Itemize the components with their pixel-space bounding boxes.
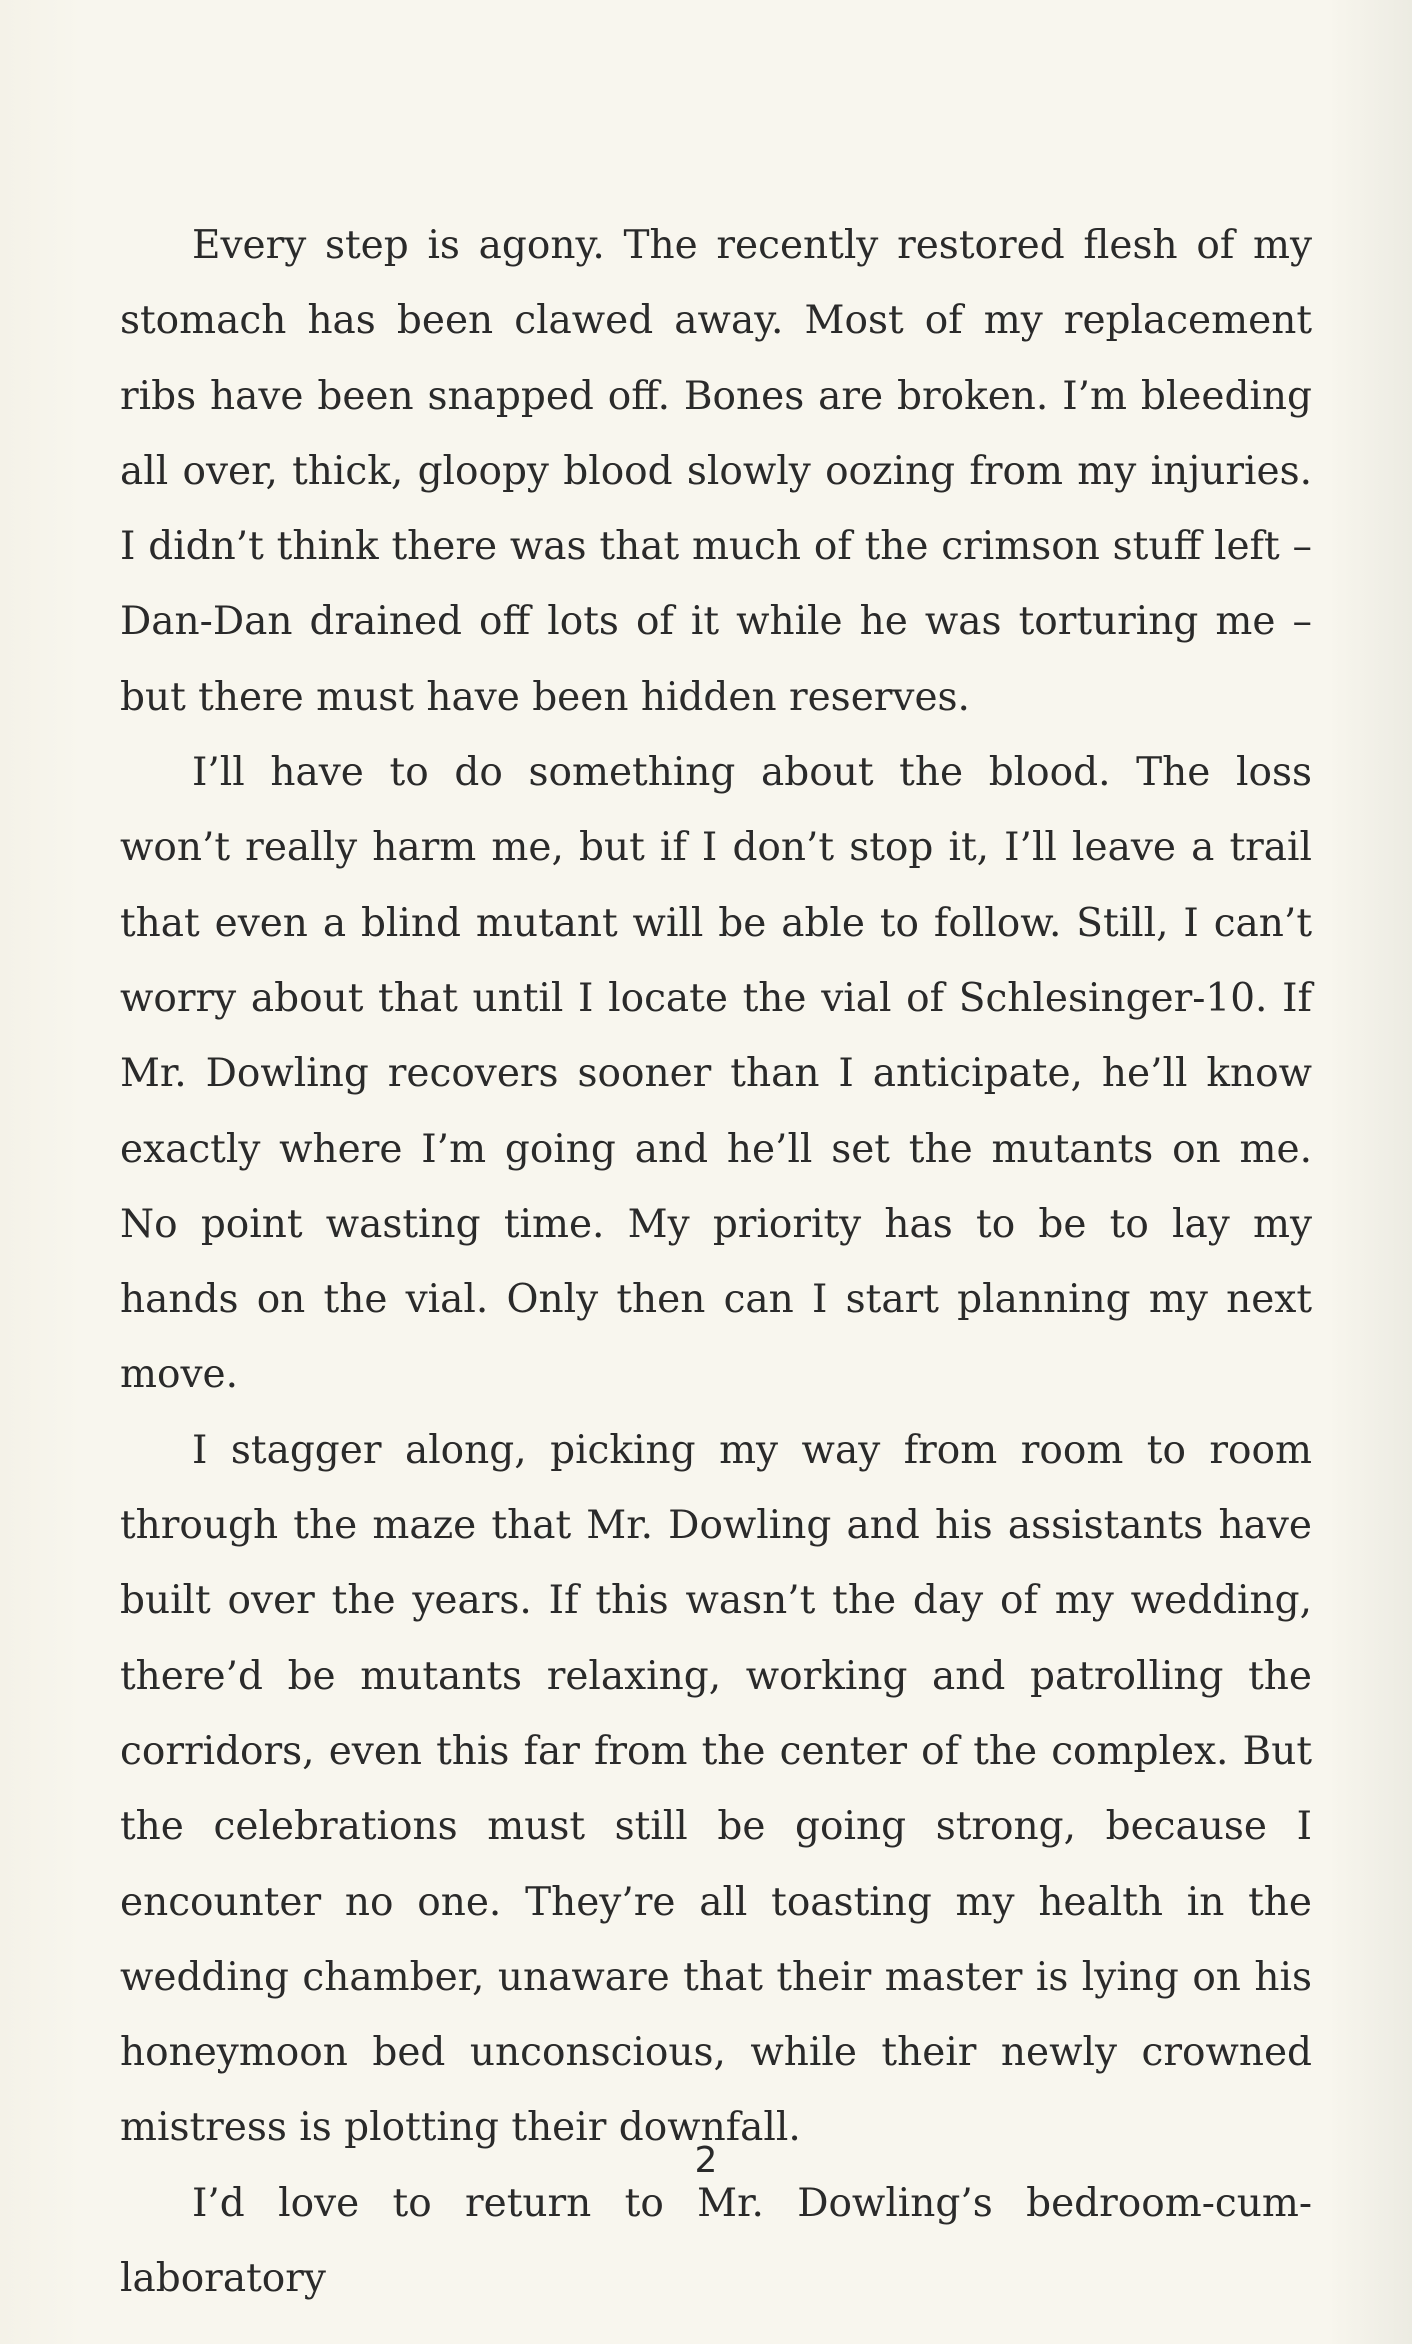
paragraph-1: Every step is agony. The recently restored flesh of my stomach has been clawed away. Most of my replacement ribs have been snapped off. Bones are broken. I’m bleeding all over, thick, gloopy blood slowly oozing from my injuries. I didn’t think there was that much of the crimson stuff left – Dan-Dan drained off lots of it while he was torturing me – but there must have been hidden reserves.: [120, 223, 1312, 720]
paragraph-4: I’d love to return to Mr. Dowling’s bedroom-cum-laboratory: [120, 2180, 1312, 2302]
page-number: 2: [694, 2140, 718, 2181]
body-text: [120, 208, 1312, 2316]
paragraph-3: I stagger along, picking my way from room to room through the maze that Mr. Dowling and his assistants have built over the years. If this wasn’t the day of my wedding, there’d be mutants relaxing, working and patrolling the corridors, even this far from the center of the complex. But the celebrations must still be going strong, because I encounter no one. They’re all toasting my health in the wedding chamber, unaware that their master is lying on his honeymoon bed unconscious, while their newly crowned mistress is plotting their downfall.: [120, 1427, 1312, 2151]
paragraph-2: I’ll have to do something about the blood. The loss won’t really harm me, but if I don’t stop it, I’ll leave a trail that even a blind mutant will be able to follow. Still, I can’t worry about that until I locate the vial of Schlesinger-10. If Mr. Dowling recovers sooner than I anticipate, he’ll know exactly where I’m going and he’ll set the mutants on me. No point wasting time. My priority has to be to lay my hands on the vial. Only then can I start planning my next move.: [120, 750, 1312, 1398]
